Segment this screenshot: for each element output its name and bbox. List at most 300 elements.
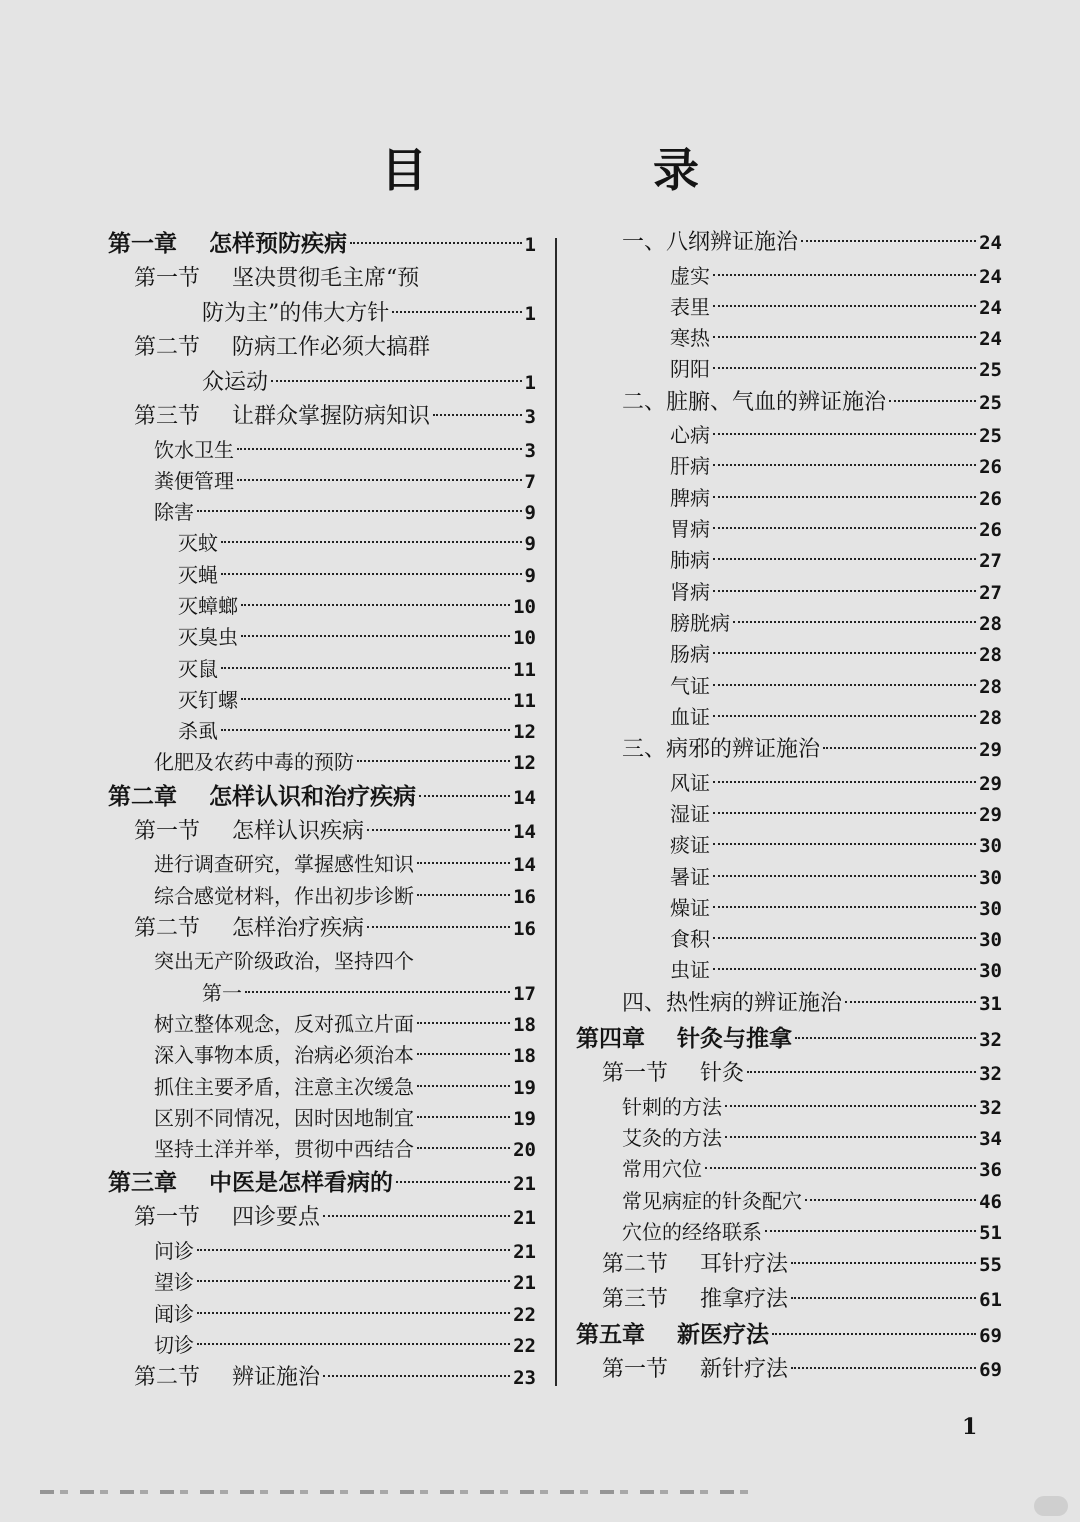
toc-entry-page: 69 bbox=[979, 1325, 1002, 1348]
toc-entry-title: 气证 bbox=[670, 673, 710, 698]
toc-entry-page: 7 bbox=[524, 470, 536, 493]
toc-entry-chapter[interactable] bbox=[108, 1165, 536, 1201]
toc-entry-label bbox=[670, 639, 710, 670]
toc-entry-sub[interactable] bbox=[576, 702, 1002, 733]
toc-entry-section[interactable] bbox=[108, 1201, 536, 1236]
leader-dots bbox=[245, 991, 510, 993]
leader-dots bbox=[241, 604, 510, 606]
leader-dots bbox=[433, 414, 522, 416]
leader-dots bbox=[772, 1333, 976, 1335]
toc-entry-label bbox=[670, 577, 710, 608]
toc-entry-title: 艾灸的方法 bbox=[622, 1126, 722, 1151]
toc-entry-page: 30 bbox=[979, 929, 1002, 952]
toc-entry-title: 脾病 bbox=[670, 485, 710, 510]
toc-entry-sub[interactable] bbox=[108, 716, 536, 747]
toc-entry-label bbox=[134, 1201, 320, 1236]
toc-entry-sub[interactable] bbox=[108, 946, 536, 977]
toc-entry-label bbox=[202, 978, 242, 1009]
toc-entry-page: 30 bbox=[979, 835, 1002, 858]
toc-entry-label bbox=[576, 1021, 792, 1057]
toc-entry-sub[interactable] bbox=[576, 893, 1002, 924]
toc-entry-section[interactable] bbox=[576, 226, 1002, 261]
toc-entry-sub[interactable] bbox=[576, 608, 1002, 639]
toc-entry-label bbox=[576, 1317, 769, 1353]
toc-entry-sub[interactable] bbox=[576, 514, 1002, 545]
leader-dots bbox=[713, 305, 976, 307]
toc-entry-page: 10 bbox=[513, 627, 536, 650]
toc-entry-title: 怎样治疗疾病 bbox=[232, 915, 365, 941]
toc-entry-title: 防病工作必须大搞群 bbox=[232, 335, 431, 360]
toc-entry-page: 9 bbox=[524, 502, 536, 525]
leader-dots bbox=[713, 274, 976, 276]
toc-entry-sub[interactable] bbox=[576, 671, 1002, 702]
toc-entry-title: 进行调查研究，掌握感性知识 bbox=[154, 852, 414, 877]
toc-entry-label bbox=[154, 1009, 414, 1040]
scan-artifact-line bbox=[40, 1490, 750, 1494]
toc-entry-title: 区别不同情况，因时因地制宜 bbox=[154, 1105, 414, 1130]
toc-entry-title: 穴位的经络联系 bbox=[622, 1219, 762, 1244]
toc-entry-page: 24 bbox=[979, 328, 1002, 351]
toc-entry-page: 30 bbox=[979, 866, 1002, 889]
toc-entry-title: 三、病邪的辨证施治 bbox=[622, 737, 821, 763]
leader-dots bbox=[367, 829, 510, 831]
toc-entry-sub[interactable] bbox=[576, 639, 1002, 670]
toc-entry-page: 28 bbox=[979, 706, 1002, 729]
toc-entry-page: 51 bbox=[979, 1221, 1002, 1244]
toc-entry-sub[interactable] bbox=[108, 497, 536, 528]
toc-entry-section[interactable] bbox=[108, 400, 536, 435]
toc-entry-label bbox=[108, 779, 416, 815]
toc-entry-number: 第三节 bbox=[134, 404, 201, 429]
toc-entry-page: 25 bbox=[979, 391, 1002, 414]
toc-entry-label bbox=[134, 400, 430, 435]
leader-dots bbox=[417, 862, 510, 864]
toc-entry-page: 26 bbox=[979, 519, 1002, 542]
toc-entry-page: 27 bbox=[979, 581, 1002, 604]
leader-dots bbox=[237, 448, 522, 450]
toc-entry-label bbox=[108, 1165, 393, 1201]
leader-dots bbox=[765, 1230, 976, 1232]
toc-entry-sub[interactable] bbox=[576, 830, 1002, 861]
toc-entry-page: 32 bbox=[979, 1029, 1002, 1052]
toc-entry-label bbox=[622, 733, 820, 768]
toc-entry-sub[interactable] bbox=[576, 862, 1002, 893]
toc-entry-page: 3 bbox=[524, 406, 536, 428]
leader-dots bbox=[733, 621, 976, 623]
toc-entry-title: 坚持土洋并举，贯彻中西结合 bbox=[154, 1137, 414, 1162]
toc-entry-chapter[interactable] bbox=[576, 1021, 1002, 1057]
toc-entry-sub[interactable] bbox=[108, 1072, 536, 1103]
toc-entry-sub[interactable] bbox=[108, 881, 536, 912]
toc-entry-section[interactable] bbox=[576, 1283, 1002, 1318]
toc-entry-page: 14 bbox=[513, 786, 536, 809]
leader-dots bbox=[713, 875, 976, 877]
toc-entry-sub[interactable] bbox=[576, 354, 1002, 385]
toc-entry-title: 切诊 bbox=[154, 1332, 194, 1357]
toc-entry-label bbox=[622, 1186, 802, 1217]
toc-entry-title: 灭蝇 bbox=[178, 562, 218, 587]
toc-entry-title: 灭蟑螂 bbox=[178, 593, 238, 618]
toc-entry-page: 14 bbox=[513, 854, 536, 877]
toc-entry-label bbox=[202, 366, 268, 401]
toc-entry-label bbox=[622, 1092, 722, 1123]
toc-entry-title: 表里 bbox=[670, 294, 710, 319]
leader-dots bbox=[725, 1136, 976, 1138]
toc-entry-title: 杀虱 bbox=[178, 719, 218, 744]
toc-entry-title: 除害 bbox=[154, 500, 194, 525]
toc-entry-title: 怎样认识疾病 bbox=[232, 818, 365, 844]
toc-entry-page: 28 bbox=[979, 612, 1002, 635]
leader-dots bbox=[221, 541, 522, 543]
leader-dots bbox=[713, 496, 976, 498]
leader-dots bbox=[725, 1105, 976, 1107]
leader-dots bbox=[197, 1312, 510, 1314]
toc-entry-sub[interactable] bbox=[576, 955, 1002, 986]
toc-entry-label bbox=[622, 1154, 702, 1185]
leader-dots bbox=[417, 1116, 510, 1118]
toc-entry-sub[interactable] bbox=[576, 545, 1002, 576]
toc-entry-title: 深入事物本质，治病必须治本 bbox=[154, 1043, 414, 1068]
toc-entry-title: 燥证 bbox=[670, 895, 710, 920]
toc-entry-label bbox=[670, 514, 710, 545]
leader-dots bbox=[241, 698, 510, 700]
toc-entry-title: 针灸 bbox=[700, 1061, 745, 1087]
toc-entry-page: 25 bbox=[979, 359, 1002, 382]
toc-entry-number: 第二章 bbox=[108, 782, 177, 810]
toc-entry-page: 18 bbox=[513, 1045, 536, 1068]
toc-entry-title: 化肥及农药中毒的预防 bbox=[154, 750, 354, 775]
toc-entry-label bbox=[154, 1330, 194, 1361]
toc-left-column bbox=[108, 226, 536, 1396]
toc-entry-page: 21 bbox=[513, 1272, 536, 1295]
toc-entry-page: 18 bbox=[513, 1013, 536, 1036]
toc-entry-label bbox=[670, 545, 710, 576]
toc-entry-section[interactable] bbox=[108, 262, 536, 297]
toc-entry-sub[interactable] bbox=[576, 768, 1002, 799]
toc-entry-section[interactable] bbox=[576, 1248, 1002, 1283]
toc-entry-title: 虚实 bbox=[670, 263, 710, 288]
toc-entry-title: 血证 bbox=[670, 704, 710, 729]
toc-entry-sub[interactable] bbox=[576, 1092, 1002, 1123]
toc-entry-sub[interactable] bbox=[108, 1103, 536, 1134]
toc-entry-wrap[interactable] bbox=[108, 297, 536, 332]
leader-dots bbox=[417, 1147, 510, 1149]
toc-entry-page: 14 bbox=[513, 820, 536, 843]
toc-entry-label bbox=[108, 226, 347, 262]
toc-entry-page: 32 bbox=[979, 1096, 1002, 1119]
column-divider bbox=[555, 238, 557, 1386]
toc-entry-page: 32 bbox=[979, 1063, 1002, 1086]
toc-entry-title: 让群众掌握防病知识 bbox=[232, 404, 431, 429]
toc-entry-sub[interactable] bbox=[108, 1009, 536, 1040]
leader-dots bbox=[237, 479, 522, 481]
toc-entry-title: 暑证 bbox=[670, 864, 710, 889]
toc-entry-page: 28 bbox=[979, 644, 1002, 667]
toc-entry-title: 常用穴位 bbox=[622, 1157, 702, 1182]
toc-entry-page: 17 bbox=[513, 982, 536, 1005]
toc-entry-title: 肝病 bbox=[670, 454, 710, 479]
toc-entry-sub[interactable] bbox=[576, 292, 1002, 323]
toc-entry-title: 肺病 bbox=[670, 548, 710, 573]
toc-entry-page: 29 bbox=[979, 772, 1002, 795]
leader-dots bbox=[713, 590, 976, 592]
page-title: 目 录 bbox=[381, 143, 789, 197]
toc-entry-sub[interactable] bbox=[108, 1299, 536, 1330]
leader-dots bbox=[417, 894, 510, 896]
toc-entry-sub[interactable] bbox=[108, 1330, 536, 1361]
toc-entry-title: 新针疗法 bbox=[700, 1357, 789, 1383]
toc-entry-sub[interactable] bbox=[108, 1236, 536, 1267]
toc-entry-page: 20 bbox=[513, 1139, 536, 1162]
toc-entry-page: 1 bbox=[524, 371, 536, 394]
toc-entry-label bbox=[178, 591, 238, 622]
leader-dots bbox=[241, 635, 510, 637]
leader-dots bbox=[713, 812, 976, 814]
toc-entry-section[interactable] bbox=[576, 733, 1002, 768]
toc-entry-page: 29 bbox=[979, 739, 1002, 762]
toc-entry-page: 36 bbox=[979, 1159, 1002, 1182]
toc-entry-title: 树立整体观念，反对孤立片面 bbox=[154, 1011, 414, 1036]
toc-entry-label bbox=[154, 747, 354, 778]
leader-dots bbox=[419, 795, 510, 797]
toc-entry-sub[interactable] bbox=[576, 323, 1002, 354]
toc-entry-sub[interactable] bbox=[108, 1134, 536, 1165]
toc-entry-number: 第一章 bbox=[108, 230, 177, 257]
toc-entry-wrap[interactable] bbox=[108, 366, 536, 401]
toc-entry-label bbox=[670, 862, 710, 893]
toc-entry-page: 21 bbox=[513, 1173, 536, 1196]
toc-entry-sub[interactable] bbox=[576, 483, 1002, 514]
toc-entry-label bbox=[178, 685, 238, 716]
toc-entry-page: 26 bbox=[979, 456, 1002, 479]
leader-dots bbox=[197, 1249, 510, 1251]
toc-entry-section[interactable] bbox=[576, 1057, 1002, 1092]
toc-entry-title: 湿证 bbox=[670, 801, 710, 826]
leader-dots bbox=[271, 380, 522, 382]
toc-entry-title: 怎样认识和治疗疾病 bbox=[209, 782, 416, 810]
toc-entry-sub[interactable] bbox=[576, 924, 1002, 955]
toc-entry-page: 24 bbox=[979, 232, 1002, 254]
toc-entry-title: 第一 bbox=[202, 980, 242, 1005]
leader-dots bbox=[713, 652, 976, 654]
toc-entry-sub[interactable] bbox=[108, 685, 536, 716]
toc-entry-page: 30 bbox=[979, 960, 1002, 983]
toc-entry-sub[interactable] bbox=[108, 654, 536, 685]
toc-entry-title: 问诊 bbox=[154, 1238, 194, 1263]
toc-entry-label bbox=[622, 987, 842, 1022]
toc-entry-label bbox=[670, 420, 710, 451]
toc-entry-page: 61 bbox=[979, 1288, 1002, 1311]
toc-entry-title: 灭鼠 bbox=[178, 656, 218, 681]
leader-dots bbox=[323, 1215, 510, 1217]
toc-entry-number: 第一节 bbox=[602, 1357, 669, 1383]
toc-entry-page: 19 bbox=[513, 1076, 536, 1099]
toc-entry-page: 30 bbox=[979, 897, 1002, 920]
toc-entry-sub[interactable] bbox=[576, 261, 1002, 292]
leader-dots bbox=[713, 367, 976, 369]
leader-dots bbox=[396, 1181, 510, 1183]
toc-entry-title: 望诊 bbox=[154, 1270, 194, 1295]
toc-entry-title: 推拿疗法 bbox=[700, 1286, 789, 1312]
toc-entry-sub[interactable] bbox=[108, 560, 536, 591]
toc-entry-page: 19 bbox=[513, 1107, 536, 1130]
leader-dots bbox=[417, 1085, 510, 1087]
toc-entry-sub[interactable] bbox=[108, 1040, 536, 1071]
leader-dots bbox=[805, 1199, 976, 1201]
leader-dots bbox=[889, 400, 976, 402]
leader-dots bbox=[323, 1375, 510, 1377]
toc-entry-page: 12 bbox=[513, 721, 536, 744]
toc-entry-sub[interactable] bbox=[576, 451, 1002, 482]
toc-entry-sub[interactable] bbox=[108, 747, 536, 778]
toc-entry-sub[interactable] bbox=[108, 622, 536, 653]
leader-dots bbox=[221, 667, 510, 669]
toc-entry-section[interactable] bbox=[576, 386, 1002, 421]
toc-entry-label bbox=[622, 226, 798, 261]
toc-entry-page: 29 bbox=[979, 803, 1002, 826]
toc-entry-section[interactable] bbox=[576, 1353, 1002, 1388]
toc-entry-number: 第一节 bbox=[602, 1061, 669, 1087]
toc-entry-label bbox=[202, 297, 389, 332]
toc-entry-label bbox=[178, 560, 218, 591]
toc-entry-page: 22 bbox=[513, 1303, 536, 1326]
toc-entry-page: 34 bbox=[979, 1128, 1002, 1151]
toc-entry-title: 针刺的方法 bbox=[622, 1094, 722, 1119]
toc-entry-label bbox=[602, 1353, 788, 1388]
leader-dots bbox=[357, 760, 510, 762]
toc-entry-page: 11 bbox=[513, 689, 536, 712]
leader-dots bbox=[713, 937, 976, 939]
toc-entry-label bbox=[154, 946, 414, 977]
leader-dots bbox=[713, 906, 976, 908]
toc-entry-label bbox=[134, 331, 430, 366]
toc-entry-sub[interactable] bbox=[108, 849, 536, 880]
leader-dots bbox=[221, 729, 510, 731]
toc-entry-title: 坚决贯彻毛主席“预 bbox=[232, 266, 420, 291]
toc-entry-title: 风证 bbox=[670, 770, 710, 795]
toc-entry-title: 四诊要点 bbox=[232, 1205, 321, 1231]
toc-entry-number: 第三章 bbox=[108, 1169, 177, 1197]
toc-entry-label bbox=[670, 768, 710, 799]
toc-entry-section[interactable] bbox=[108, 331, 536, 366]
toc-entry-sub[interactable] bbox=[108, 435, 536, 466]
toc-entry-number: 第三节 bbox=[602, 1286, 669, 1312]
leader-dots bbox=[221, 573, 522, 575]
toc-entry-label bbox=[670, 830, 710, 861]
toc-entry-label bbox=[622, 386, 886, 421]
toc-entry-page: 26 bbox=[979, 487, 1002, 510]
toc-entry-sub[interactable] bbox=[108, 1267, 536, 1298]
toc-entry-section[interactable] bbox=[108, 815, 536, 850]
leader-dots bbox=[392, 311, 521, 313]
leader-dots bbox=[705, 1167, 976, 1169]
toc-entry-sub[interactable] bbox=[108, 466, 536, 497]
toc-entry-sub[interactable] bbox=[576, 1217, 1002, 1248]
toc-entry-page: 9 bbox=[524, 533, 536, 556]
leader-dots bbox=[823, 747, 976, 749]
leader-dots bbox=[747, 1071, 976, 1073]
toc-entry-label bbox=[670, 483, 710, 514]
toc-entry-sub[interactable] bbox=[576, 1186, 1002, 1217]
leader-dots bbox=[197, 510, 522, 512]
toc-entry-title: 综合感觉材料，作出初步诊断 bbox=[154, 883, 414, 908]
toc-entry-label bbox=[154, 1103, 414, 1134]
toc-entry-chapter[interactable] bbox=[108, 779, 536, 815]
toc-entry-number: 第四章 bbox=[576, 1025, 645, 1053]
watermark-badge bbox=[1034, 1496, 1068, 1516]
toc-entry-page: 10 bbox=[513, 595, 536, 618]
toc-entry-section[interactable] bbox=[108, 912, 536, 947]
toc-entry-label bbox=[154, 1072, 414, 1103]
toc-entry-section[interactable] bbox=[576, 987, 1002, 1022]
leader-dots bbox=[713, 336, 976, 338]
toc-entry-page: 11 bbox=[513, 658, 536, 681]
toc-entry-page: 22 bbox=[513, 1334, 536, 1357]
toc-entry-chapter[interactable] bbox=[108, 226, 536, 262]
leader-dots bbox=[713, 781, 976, 783]
toc-entry-label bbox=[134, 912, 364, 947]
toc-entry-label bbox=[622, 1217, 762, 1248]
page-number: 1 bbox=[962, 1414, 978, 1440]
toc-entry-sub[interactable] bbox=[108, 591, 536, 622]
leader-dots bbox=[713, 527, 976, 529]
toc-entry-label bbox=[178, 622, 238, 653]
toc-entry-page: 25 bbox=[979, 425, 1002, 448]
toc-entry-section[interactable] bbox=[108, 1361, 536, 1396]
toc-entry-label bbox=[154, 849, 414, 880]
toc-entry-chapter[interactable] bbox=[576, 1317, 1002, 1353]
toc-entry-sub[interactable] bbox=[108, 978, 536, 1009]
toc-entry-label bbox=[670, 608, 730, 639]
toc-entry-title: 辨证施治 bbox=[232, 1365, 321, 1391]
toc-entry-label bbox=[670, 292, 710, 323]
toc-entry-title: 虫证 bbox=[670, 958, 710, 983]
toc-entry-label bbox=[178, 528, 218, 559]
toc-entry-label bbox=[622, 1123, 722, 1154]
toc-entry-title: 肠病 bbox=[670, 642, 710, 667]
toc-entry-title: 灭蚊 bbox=[178, 531, 218, 556]
toc-entry-sub[interactable] bbox=[576, 577, 1002, 608]
toc-entry-page: 24 bbox=[979, 296, 1002, 319]
toc-entry-title: 肾病 bbox=[670, 579, 710, 604]
leader-dots bbox=[713, 558, 976, 560]
toc-entry-number: 第五章 bbox=[576, 1321, 645, 1349]
toc-entry-label bbox=[602, 1283, 788, 1318]
toc-entry-title: 针灸与推拿 bbox=[677, 1025, 792, 1053]
toc-entry-sub[interactable] bbox=[576, 1123, 1002, 1154]
toc-entry-page: 12 bbox=[513, 752, 536, 775]
toc-entry-label bbox=[154, 466, 234, 497]
toc-entry-title: 突出无产阶级政治，坚持四个 bbox=[154, 949, 414, 974]
toc-entry-label bbox=[134, 1361, 320, 1396]
toc-entry-label bbox=[670, 261, 710, 292]
toc-entry-label bbox=[670, 799, 710, 830]
toc-entry-page: 21 bbox=[513, 1240, 536, 1263]
toc-entry-label bbox=[154, 1236, 194, 1267]
toc-entry-sub[interactable] bbox=[576, 420, 1002, 451]
toc-entry-sub[interactable] bbox=[576, 799, 1002, 830]
toc-entry-sub[interactable] bbox=[576, 1154, 1002, 1185]
leader-dots bbox=[197, 1280, 510, 1282]
toc-entry-page: 16 bbox=[513, 917, 536, 940]
toc-entry-sub[interactable] bbox=[108, 528, 536, 559]
toc-entry-label bbox=[154, 881, 414, 912]
toc-entry-title: 常见病症的针灸配穴 bbox=[622, 1188, 802, 1213]
toc-entry-label bbox=[602, 1248, 788, 1283]
toc-entry-page: 23 bbox=[513, 1367, 536, 1390]
leader-dots bbox=[417, 1053, 510, 1055]
toc-entry-number: 第一节 bbox=[134, 818, 201, 844]
